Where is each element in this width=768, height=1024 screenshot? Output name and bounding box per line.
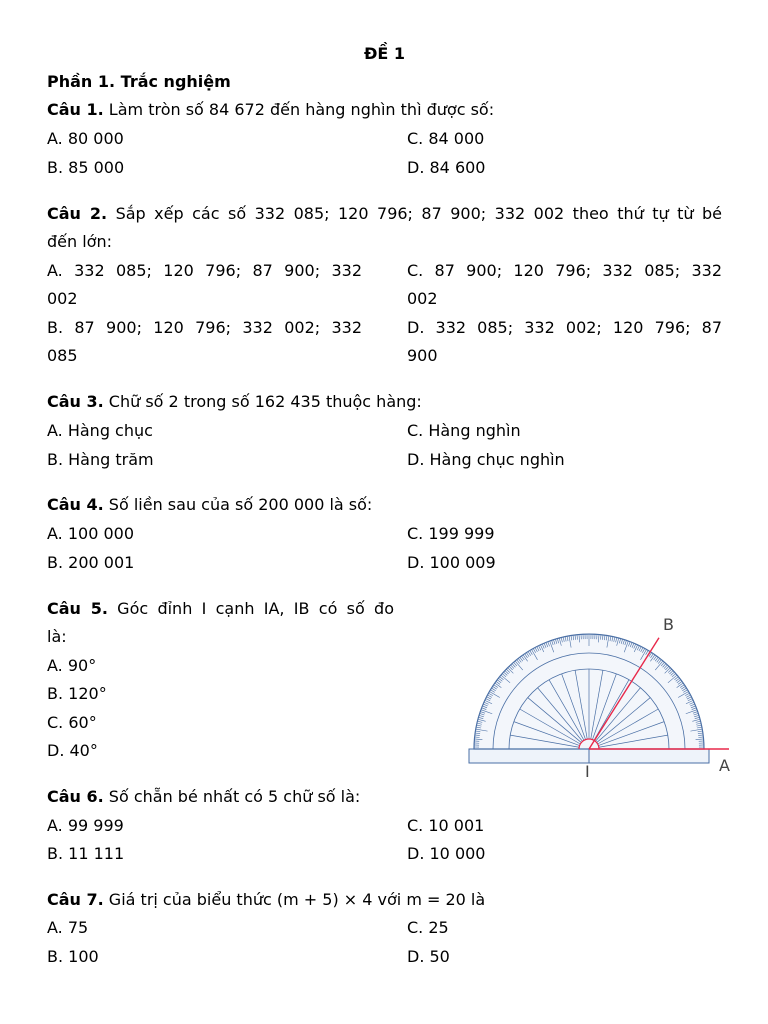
question-label: Câu 5. (47, 599, 108, 618)
option-b: B. 11 111 (47, 844, 125, 863)
page-title: ĐỀ 1 (363, 44, 406, 63)
label-i: I (585, 762, 590, 781)
question-7 (47, 889, 485, 911)
option-b: B. 200 001 (47, 553, 135, 572)
section-heading: Phần 1. Trắc nghiệm (47, 72, 231, 91)
option-d: D. Hàng chục nghìn (407, 450, 565, 469)
option-b: B. 100 (47, 947, 99, 966)
option-c: C. 10 001 (407, 816, 485, 835)
question-label: Câu 4. (47, 495, 104, 514)
question-text-cont: đến lớn: (47, 232, 112, 251)
question-text: Góc đỉnh I cạnh IA, IB có số đo (107, 599, 394, 618)
question-text: Số liền sau của số 200 000 là số: (103, 495, 373, 514)
option-a: A. 100 000 (47, 524, 134, 543)
option-a: A. 80 000 (47, 129, 124, 148)
option-c: C. 87 900; 120 796; 332 085; 332 (407, 261, 722, 280)
question-2 (47, 203, 722, 225)
option-a-cont: 002 (47, 289, 78, 308)
label-b: B (663, 614, 674, 634)
question-5 (47, 598, 394, 620)
question-label: Câu 6. (47, 787, 104, 806)
question-label: Câu 2. (47, 204, 108, 223)
question-label: Câu 3. (47, 392, 104, 411)
option-b: B. Hàng trăm (47, 450, 154, 469)
option-a: A. 332 085; 120 796; 87 900; 332 (47, 261, 362, 280)
option-b: B. 85 000 (47, 158, 125, 177)
option-d-cont: 900 (407, 346, 438, 365)
option-c-cont: 002 (407, 289, 438, 308)
option-a: A. 90° (47, 656, 97, 675)
question-1 (47, 99, 494, 121)
question-4 (47, 494, 372, 516)
option-a: A. 99 999 (47, 816, 124, 835)
question-text-cont: là: (47, 627, 67, 646)
question-3 (47, 391, 422, 413)
option-a: A. 75 (47, 918, 89, 937)
question-label: Câu 1. (47, 100, 104, 119)
option-a: A. Hàng chục (47, 421, 153, 440)
question-text: Sắp xếp các số 332 085; 120 796; 87 900; 332 002 theo thứ tự từ bé (107, 204, 722, 223)
question-text: Chữ số 2 trong số 162 435 thuộc hàng: (103, 392, 422, 411)
option-c: C. 199 999 (407, 524, 495, 543)
option-d: D. 84 600 (407, 158, 486, 177)
protractor (469, 634, 709, 763)
option-b: B. 87 900; 120 796; 332 002; 332 (47, 318, 362, 337)
question-text: Số chẵn bé nhất có 5 chữ số là: (103, 787, 361, 806)
protractor-figure (427, 603, 737, 781)
option-d: D. 10 000 (407, 844, 486, 863)
question-label: Câu 7. (47, 890, 104, 909)
option-d: D. 50 (407, 947, 450, 966)
question-text: Giá trị của biểu thức (m + 5) × 4 với m = 20 là (103, 890, 486, 909)
option-d: D. 332 085; 332 002; 120 796; 87 (407, 318, 722, 337)
option-d: D. 100 009 (407, 553, 496, 572)
question-text: Làm tròn số 84 672 đến hàng nghìn thì được số: (103, 100, 495, 119)
label-a: A (719, 756, 730, 775)
question-6 (47, 786, 360, 808)
option-c: C. Hàng nghìn (407, 421, 521, 440)
option-c: C. 84 000 (407, 129, 485, 148)
option-b: B. 120° (47, 684, 107, 703)
option-c: C. 60° (47, 713, 97, 732)
option-d: D. 40° (47, 741, 98, 760)
option-b-cont: 085 (47, 346, 78, 365)
option-c: C. 25 (407, 918, 449, 937)
